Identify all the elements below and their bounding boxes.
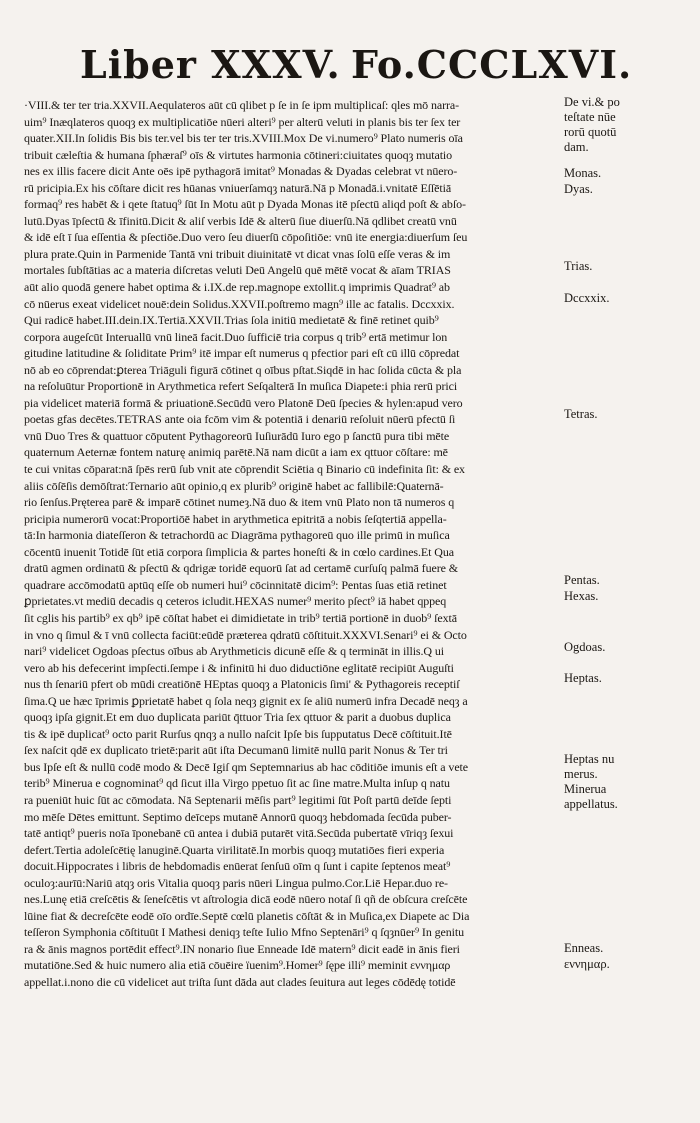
margin-note: εννημαρ. <box>564 957 610 971</box>
text-line: pia videlicet materiā formā & priuationē.Secūdū vero Platonē Deū ſpecies & hylen:apud vero <box>24 395 463 410</box>
text-line: vnū Duo Tres & quattuor cōputent Pythagoreorū Iuſiurādū Iuro ego p ſanctū pura tibi mēte <box>24 428 450 443</box>
text-line: formaq⁹ res habēt & i qete ſtatuq⁹ ſūt In Motu aūt p Dyada Monas itē pſectū aliqd poſt & abſo- <box>24 197 466 212</box>
text-line: quoqȝ ipſa gignit.Et em duo duplicata pariūt q̄ttuor Tria ſex qttuor & parit a duobus duplica <box>24 710 451 725</box>
text-line: tā:In harmonia diateſſeron & tetrachordū ac Diagrāma pythagoreū quo ille primū in muſica <box>24 528 450 543</box>
text-line: aūt alio quodā genere habet optima & i.IX.de rep.magnope extollit.q imprimis Quadrat⁹ ab <box>24 280 450 295</box>
text-line: poetas gfas decētes.TETRAS ante oia fcōm vim & potentiā i denariū reſoluit nūerū pfectū ſi <box>24 412 456 427</box>
text-line: rū pricipia.Ex his cōſtare dicit res hūanas vniuerſamqȝ naturā.Nā p Monadā.i.vnitatē Eſſētiā <box>24 180 452 195</box>
text-line: plura prate.Quin in Parmenide Tantā vni tribuit diuinitatē vt dicat vnas ſolū eſſe veras & im <box>24 246 451 261</box>
text-line: ſima.Q ue hæc īprimis ꝑprietatē habet q ſola neqȝ gignit ex ſe aliū numerū infra Decadē neqȝ a <box>24 693 468 708</box>
text-line: terib⁹ Minerua e cognominat⁹ qd ſicut illa Virgo ppetuo ſit ac ſine matre.Multa inſup q natu <box>24 776 450 791</box>
text-line: nari⁹ videlicet Ogdoas pſectus oībus ab Arythmeticis dicunē eſſe & q termināt in illis.Q ui <box>24 644 444 659</box>
text-line: corpora augeſcūt Interuallū vnū lineā facit.Duo ſufficiē tria corpus q trib⁹ ertā metimur lon <box>24 329 448 344</box>
text-line: aliis cōſēſis demōſtrat:Ternario aūt opinio,q ex plurib⁹ originē habet ac fallibilē:Quaternā- <box>24 478 444 493</box>
text-line: oculoȝ:aurīū:Nariū atqȝ oris Vitalia quoqȝ paris nūeri Lingua pulmo.Cor.Liē Hepar.duo re- <box>24 875 448 890</box>
text-line: nō ab eo cōprendat:ꝑterea Triāguli figurā cōtinet q oībus pſtat.Siqdē in hac ſolida cūcta & pla <box>24 362 462 377</box>
text-line: bus Ipſe eſt & nullū codē modo & Decē Igiſ qm Septemnarius ab hac cōditiōe imunis eſt a vete <box>24 759 469 774</box>
margin-note: Dyas. <box>564 182 593 196</box>
margin-note: Heptas. <box>564 671 602 685</box>
text-line: pricipia numerorū vocat:Proportiōē habet in arythmetica epitritā a nobis ſeſqtertiā appella- <box>24 511 447 526</box>
text-line: docuit.Hippocrates i libris de hebdomadis enūerat ſenſuū oīm q ſunt i capite ſeptenos meat⁹ <box>24 859 451 874</box>
text-line: quater.XII.In ſolidis Bis bis ter.vel bis ter ter tris.XVIII.Mox De vi.numero⁹ Plato numeris oīa <box>24 131 463 146</box>
text-line: ꝑprietates.vt mediū decadis q ceteros icludit.HEXAS numer⁹ merito pſect⁹ iā habet qppeq <box>24 594 447 609</box>
text-line: ſex naſcit qdē ex duplicato trietē:parit aūt iſta Decumanū limitē nullū parit Nonus & Ter tri <box>24 743 448 758</box>
text-line: nes.Lunę etiā creſcētis & ſeneſcētis vt aſtrologia dicā eodē nūero notaſ ſi qñ de obſcura creſcēte <box>24 892 468 907</box>
text-line: & idē eſt ī ſua eſſentia & pſectiōe.Duo vero ſeu diuerſū cōpoſitiōe: vnū ite energia:diuerſum ſeu <box>24 230 468 245</box>
margin-note: Trias. <box>564 259 593 273</box>
text-line: mo mēſe Dētes emittunt. Septimo deīceps mutanē Annorū quoqȝ hebdomada ſecūda puber- <box>24 809 452 824</box>
margin-note: De vi.& po teſtate nūe rorū quotū dam. <box>564 95 620 154</box>
folio-number: Fo.CCCLXVI. <box>351 42 633 87</box>
text-line: tribuit cæleſtia & humana ſphæraſ⁹ oīs & virtutes harmonia cōtineri:ciuitates quoqȝ mutatio <box>24 147 453 162</box>
margin-note: Pentas. <box>564 573 600 587</box>
text-line: teſſeron Symphonia cōſtituūt I Mathesi deniqȝ teſte Iulio Mfno Septenāri⁹ q ſqȝnūer⁹ In genitu <box>24 925 465 940</box>
text-line: ſit cglis his partib⁹ ex qb⁹ ipē cōſtat habet ei dimidietate in trib⁹ tertiā portionē in duob⁹ ſextā <box>24 610 457 625</box>
text-line: quadrare accōmodatū aptūq eſſe ob numeri hui⁹ cōcinnitatē dicim⁹: Pentas ſuas etiā retinet <box>24 577 447 592</box>
text-line: ·VIII.& ter ter tria.XXVII.Aequlateros aūt cū qlibet p ſe in ſe ipm multiplicaſ: qles mō narra- <box>24 98 460 112</box>
margin-note: Heptas nu merus. Minerua appellatus. <box>564 752 618 811</box>
text-line: uim⁹ Inæqlateros quoqȝ ex multiplicatiōe nūeri alteri⁹ per alterū veluti in planis bis ter ſex ter <box>24 114 461 129</box>
text-line: vero ab his defecerint impſecti.ſempe i & infinitū hi duo diductiōne eglitatē recipiūt Auguſti <box>24 660 454 675</box>
text-line: mutatiōne.Sed & huic numero alia etiā cōuēire ïuenim⁹.Homer⁹ ſępe illi⁹ meminit εννημαρ <box>24 958 451 973</box>
text-line: rio ſenſus.Pręterea parē & imparē cōtinet numeȝ.Nā duo & item vnū Plato non tā numeros q <box>24 495 455 510</box>
text-line: defert.Tertia adoleſcētię lanuginē.Quarta virilitatē.In morbis quoqȝ mutatiōes fieri experia <box>24 842 445 857</box>
text-line: ra pueniūt huic ſūt ac cōmodata. Nā Septenarii mēſis part⁹ legitimi ſūt Poſt partū deīde ſepti <box>24 792 452 807</box>
text-line: Qui radicē habet.III.dein.IX.Tertiā.XXVII.Trias ſola initiū medietatē & finē retinet quib⁹ <box>24 313 439 328</box>
text-line: nus th ſenariū pfert ob mūdi creatiōnē HEptas quoqȝ a Platonicis ſimi' & Pythagoreis receptiſ <box>24 677 460 692</box>
text-line: cō nūerus exeat videlicet nouē:dein Solidus.XXVII.poſtremo magn⁹ ille ac fatalis. Dccxxix. <box>24 296 455 311</box>
margin-note: Tetras. <box>564 407 598 421</box>
text-line: na reſoluūtur Proportionē in Arythmetica refert Seſqalterā In muſica Diapete:i phia rerū prici <box>24 379 458 394</box>
margin-note: Ogdoas. <box>564 640 606 654</box>
main-text-column <box>24 97 562 991</box>
margin-note: Hexas. <box>564 589 599 603</box>
text-line: cōcentū inuenit Totidē ſūt etiā corpora ſimplicia & partes honeſti & in cœlo cardines.Et Qua <box>24 544 454 559</box>
text-line: te cui vnitas cōparat:nā ſpēs rerū ſub vnit ate cōprendit Sciētia q Binario cū indefinita ſit: & ex <box>24 462 465 477</box>
text-line: mortales ſubſtātias ac a materia diſcretas veluti Deū Angelū quē mētē vocat & aīam TRIAS <box>24 263 451 278</box>
text-line: quaternum Aeternæ fontem naturę animiq parētē.Nā nam dicūt a iam ex qttuor cōſtare: mē <box>24 445 448 460</box>
text-line: nes ex illis facere dicit Ante oēs ipē pythagorā imitat⁹ Monadas & Dyadas celebrat vt nūero- <box>24 164 458 179</box>
text-line: lūine fiat & decreſcēte eodē oīo ordīe.Septē cœlū planetis cōſtāt & in Muſica,ex Diapete ac Dia <box>24 908 470 923</box>
text-line: gitudine latitudine & ſoliditate Prim⁹ itē impar eſt numerus q pfectior pari eſt cū illū cōpredat <box>24 346 460 361</box>
text-line: lutū.Dyas īpſectū & īfinitū.Dicit & aliſ verbis Idē & alterū ſiue diuerſū.Nā qdlibet creatū vnū <box>24 213 457 228</box>
margin-note: Enneas. <box>564 941 604 955</box>
text-line: dratū agmen ordinatū & pſectū & qdrigæ toridē equorū ſat ad certamē curſuſq palmā fuere & <box>24 561 458 576</box>
text-line: appellat.i.nono die cū videlicet aut triſta ſunt dāda aut clades ſeuitura aut leges cōdēdę totidē <box>24 974 456 989</box>
book-number: Liber XXXV. <box>80 42 341 87</box>
text-line: in vno q ſimul & ī vnū collecta faciūt:eūdē præterea qdratū cōſtituit.XXXVI.Senari⁹ ei & Octo <box>24 627 467 642</box>
running-header <box>80 36 633 100</box>
margin-note: Monas. <box>564 166 602 180</box>
margin-note: Dccxxix. <box>564 291 610 305</box>
text-line: ra & ānis magnos portēdit effect⁹.IN nonario ſiue Enneade Idē matern⁹ dicit eadē in ānis fieri <box>24 941 460 956</box>
text-line: tis & ipē duplicat⁹ octo parit Rurſus qnqȝ a nullo naſcit Ipſe bis ſupputatus Decē cōſtituit.Itē <box>24 726 452 741</box>
text-line: tatē antiqt⁹ pueris noīa īponebanē cū antea i dubiā putarēt vitā.Secūda pubertatē vīriqȝ ſexui <box>24 826 454 841</box>
